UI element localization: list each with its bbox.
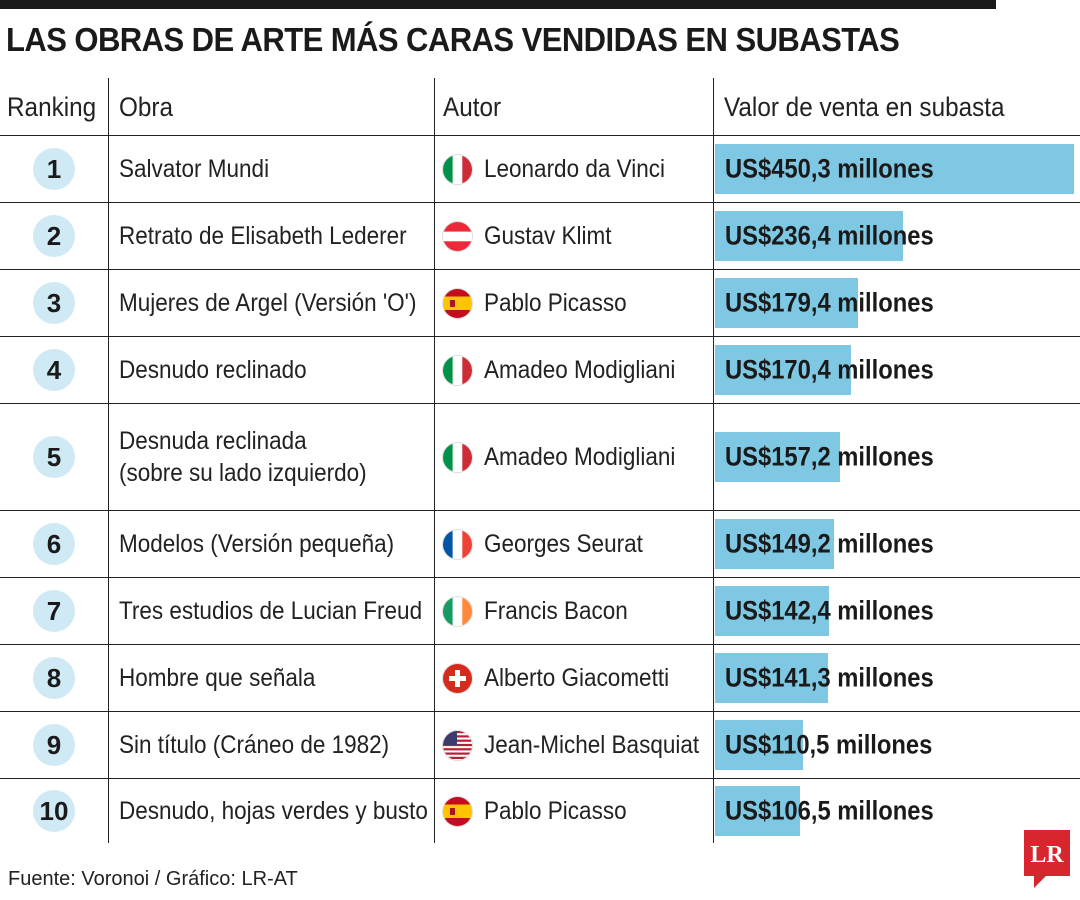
header-obra: Obra	[108, 78, 434, 135]
table-row	[0, 270, 1080, 337]
autor-cell	[434, 578, 713, 644]
rank-badge: 6	[33, 523, 75, 565]
autor-name: Pablo Picasso	[484, 289, 627, 317]
table-row	[0, 404, 1080, 511]
rank-cell	[0, 712, 108, 778]
rank-cell	[0, 779, 108, 843]
valor-cell	[713, 712, 1080, 778]
usa-flag-icon	[443, 731, 472, 760]
obra-title	[119, 354, 307, 386]
table-row	[0, 511, 1080, 578]
italy-flag-icon	[443, 443, 472, 472]
rank-badge: 2	[33, 215, 75, 257]
obra-title-line: Modelos (Versión pequeña)	[119, 530, 395, 558]
table-row	[0, 136, 1080, 203]
italy-flag-icon	[443, 356, 472, 385]
obra-title-line: Desnudo reclinado	[119, 356, 307, 384]
rank-cell	[0, 203, 108, 269]
austria-flag-icon	[443, 222, 472, 251]
valor-cell	[713, 136, 1080, 202]
value-label: US$450,3 millones	[725, 153, 934, 184]
header-ranking: Ranking	[7, 91, 97, 122]
rank-cell	[0, 645, 108, 711]
obra-cell	[108, 712, 434, 778]
autor-cell	[434, 404, 713, 510]
table-row	[0, 578, 1080, 645]
obra-title	[119, 287, 416, 319]
rank-badge: 10	[33, 790, 75, 832]
lr-logo-icon	[1024, 830, 1070, 888]
obra-title-line: (sobre su lado izquierdo)	[119, 459, 367, 487]
obra-title-line: Desnudo, hojas verdes y busto	[119, 797, 428, 825]
autor-name: Georges Seurat	[484, 530, 643, 558]
valor-cell	[713, 645, 1080, 711]
table-row	[0, 337, 1080, 404]
value-label: US$110,5 millones	[725, 729, 933, 760]
logo-text: LR	[1030, 842, 1064, 868]
value-label: US$141,3 millones	[725, 662, 934, 693]
obra-title	[119, 595, 422, 627]
table-header	[0, 78, 1080, 136]
rank-cell	[0, 404, 108, 510]
autor-name: Jean-Michel Basquiat	[484, 731, 700, 759]
table-row	[0, 779, 1080, 843]
autor-name: Gustav Klimt	[484, 222, 612, 250]
obra-title	[119, 795, 428, 827]
rank-badge: 9	[33, 724, 75, 766]
autor-cell	[434, 270, 713, 336]
obra-title-line: Sin título (Cráneo de 1982)	[119, 731, 390, 759]
table-row	[0, 712, 1080, 779]
header-autor: Autor	[434, 78, 713, 135]
obra-cell	[108, 136, 434, 202]
obra-cell	[108, 578, 434, 644]
obra-title-line: Desnuda reclinada	[119, 427, 307, 455]
obra-title-line: Salvator Mundi	[119, 155, 270, 183]
autor-cell	[434, 645, 713, 711]
valor-cell	[713, 511, 1080, 577]
source-note: Fuente: Voronoi / Gráfico: LR-AT	[8, 868, 298, 890]
france-flag-icon	[443, 530, 472, 559]
autor-cell	[434, 712, 713, 778]
valor-cell	[713, 270, 1080, 336]
italy-flag-icon	[443, 155, 472, 184]
rank-badge: 3	[33, 282, 75, 324]
obra-cell	[108, 404, 434, 510]
autor-cell	[434, 511, 713, 577]
obra-title	[119, 425, 367, 489]
autor-name: Alberto Giacometti	[484, 664, 670, 692]
obra-title-line: Tres estudios de Lucian Freud	[119, 597, 423, 625]
rank-badge: 5	[33, 436, 75, 478]
chart-title: LAS OBRAS DE ARTE MÁS CARAS VENDIDAS EN SUBASTAS	[6, 21, 900, 58]
obra-cell	[108, 645, 434, 711]
autor-name: Leonardo da Vinci	[484, 155, 665, 183]
spain-flag-icon	[443, 289, 472, 318]
rank-cell	[0, 511, 108, 577]
autor-name: Amadeo Modigliani	[484, 356, 676, 384]
rank-cell	[0, 136, 108, 202]
ranking-table	[0, 78, 1080, 843]
obra-title-line: Retrato de Elisabeth Lederer	[119, 222, 407, 250]
rank-cell	[0, 337, 108, 403]
obra-title	[119, 729, 389, 761]
top-rule	[0, 0, 996, 9]
autor-name: Amadeo Modigliani	[484, 443, 676, 471]
value-label: US$157,2 millones	[725, 441, 934, 472]
rank-cell	[0, 270, 108, 336]
value-label: US$179,4 millones	[725, 287, 934, 318]
obra-title-line: Hombre que señala	[119, 664, 316, 692]
autor-name: Francis Bacon	[484, 597, 628, 625]
value-label: US$142,4 millones	[725, 595, 934, 626]
obra-cell	[108, 511, 434, 577]
autor-cell	[434, 136, 713, 202]
obra-title	[119, 528, 394, 560]
rank-badge: 7	[33, 590, 75, 632]
obra-title	[119, 220, 407, 252]
valor-cell	[713, 404, 1080, 510]
obra-cell	[108, 203, 434, 269]
table-row	[0, 203, 1080, 270]
valor-cell	[713, 203, 1080, 269]
value-label: US$170,4 millones	[725, 354, 934, 385]
table-row	[0, 645, 1080, 712]
obra-title	[119, 153, 269, 185]
autor-cell	[434, 337, 713, 403]
value-label: US$236,4 millones	[725, 220, 934, 251]
obra-title	[119, 662, 315, 694]
valor-cell	[713, 337, 1080, 403]
obra-title-line: Mujeres de Argel (Versión 'O')	[119, 289, 417, 317]
autor-cell	[434, 203, 713, 269]
switzerland-flag-icon	[443, 664, 472, 693]
spain-flag-icon	[443, 797, 472, 826]
rank-cell	[0, 578, 108, 644]
autor-cell	[434, 779, 713, 843]
rank-badge: 1	[33, 148, 75, 190]
obra-cell	[108, 779, 434, 843]
value-label: US$106,5 millones	[725, 795, 934, 826]
header-valor: Valor de venta en subasta	[713, 78, 1080, 135]
rank-badge: 4	[33, 349, 75, 391]
obra-cell	[108, 270, 434, 336]
obra-cell	[108, 337, 434, 403]
table-body	[0, 136, 1080, 843]
value-label: US$149,2 millones	[725, 528, 934, 559]
autor-name: Pablo Picasso	[484, 797, 627, 825]
ireland-flag-icon	[443, 597, 472, 626]
rank-badge: 8	[33, 657, 75, 699]
valor-cell	[713, 578, 1080, 644]
